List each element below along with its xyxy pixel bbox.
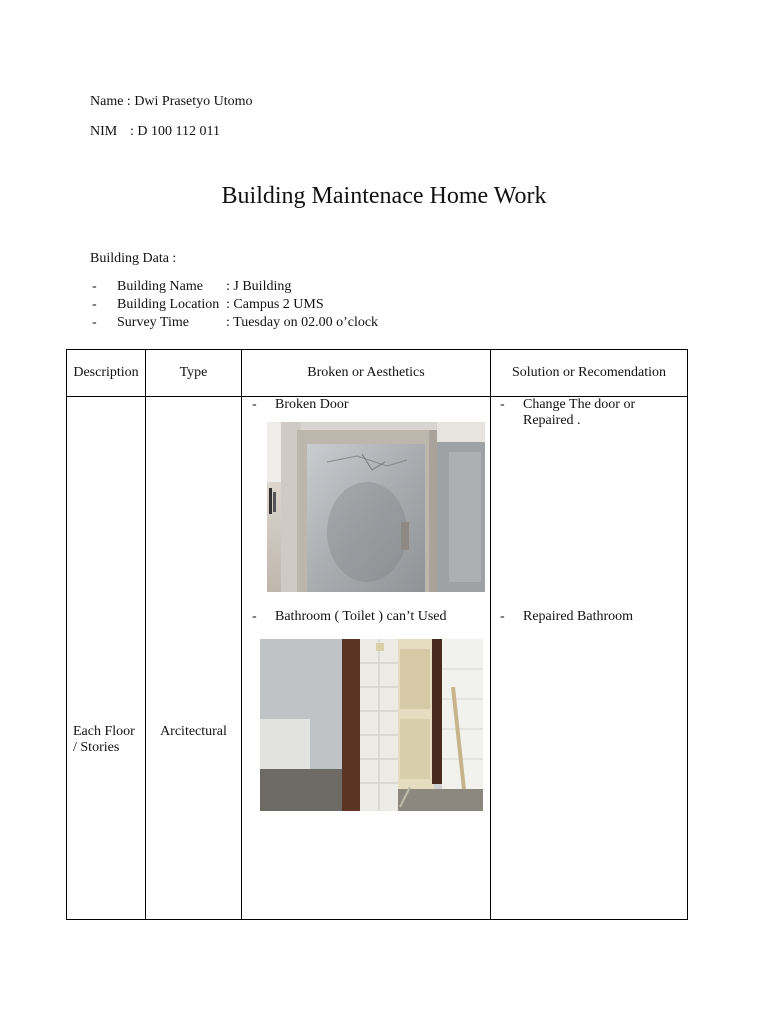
survey-time-label: Survey Time — [117, 315, 189, 330]
bullet-dash: - — [500, 397, 505, 412]
nim-value: : D 100 112 011 — [130, 124, 220, 139]
bullet-dash: - — [92, 297, 97, 312]
bullet-dash: - — [92, 279, 97, 294]
solution-1-line-2: Repaired . — [523, 413, 581, 428]
broken-glass-door-photo — [267, 422, 485, 592]
header-type: Type — [179, 365, 208, 380]
broken-item-1-label: Broken Door — [275, 397, 349, 412]
description-line-1: Each Floor — [73, 724, 135, 739]
building-location-value: : Campus 2 UMS — [226, 297, 324, 312]
student-name: Name : Dwi Prasetyo Utomo — [90, 94, 253, 109]
page-title: Building Maintenace Home Work — [221, 183, 547, 209]
bullet-dash: - — [92, 315, 97, 330]
bullet-dash: - — [252, 609, 257, 624]
list-item — [0, 278, 768, 295]
bullet-dash: - — [500, 609, 505, 624]
description-line-2: / Stories — [73, 740, 120, 755]
header-broken: Broken or Aesthetics — [307, 365, 425, 380]
header-description: Description — [73, 365, 139, 380]
broken-glass-door-image — [267, 422, 485, 592]
column-divider — [241, 350, 242, 919]
nim-label: NIM — [90, 124, 118, 139]
column-divider — [145, 350, 146, 919]
building-name-value: : J Building — [226, 279, 292, 294]
type-value: Arcitectural — [160, 724, 227, 739]
bullet-dash: - — [252, 397, 257, 412]
broken-item-2-label: Bathroom ( Toilet ) can’t Used — [275, 609, 447, 624]
maintenance-table — [66, 349, 688, 920]
solution-2-line-1: Repaired Bathroom — [523, 609, 634, 624]
building-data-heading: Building Data : — [90, 251, 177, 266]
bathroom-toilet-door-photo — [260, 639, 483, 811]
list-item — [0, 296, 768, 313]
building-location-label: Building Location — [117, 297, 220, 312]
header-solution: Solution or Recomendation — [512, 365, 666, 380]
solution-1-line-1: Change The door or — [523, 397, 636, 412]
bathroom-image — [260, 639, 483, 811]
column-divider — [490, 350, 491, 919]
building-name-label: Building Name — [117, 279, 203, 294]
survey-time-value: : Tuesday on 02.00 o’clock — [226, 315, 379, 330]
list-item — [0, 314, 768, 331]
